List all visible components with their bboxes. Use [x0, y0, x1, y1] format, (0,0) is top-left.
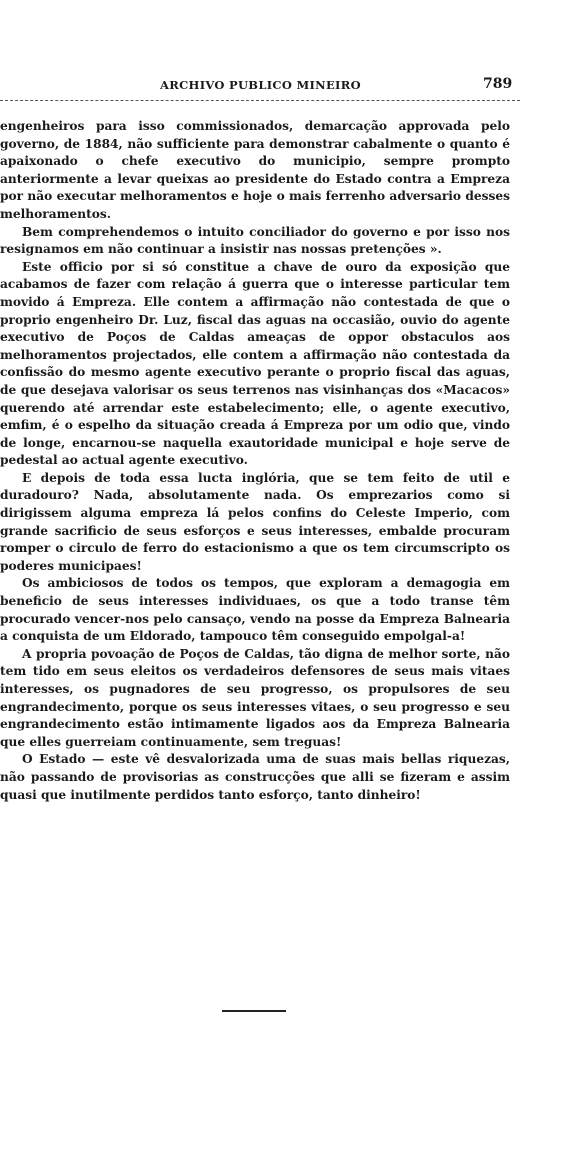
closing-rule [222, 1010, 286, 1012]
header-rule [0, 100, 520, 101]
paragraph: A propria povoação de Poços de Caldas, tão digna de melhor sorte, não tem tido em seus eleitos os verdadeiros defensores de seus mais vitaes interesses, os pugnadores de seu progresso, os propulsores de seu engrandecimento, porque os seus interesses vitaes, o seu progresso e seu engrandecimento estão intimamente ligados aos da Empreza Balnearia que elles guerreiam continuamente, sem treguas! [0, 646, 510, 749]
paragraph: engenheiros para isso commissionados, demarcação approvada pelo governo, de 1884, não sufficiente para demonstrar cabalmente o quanto é apaixonado o chefe executivo do municipio, sempre prompto anteriormente a levar queixas ao presidente do Estado contra a Empreza por não executar melhoramentos e hoje o mais ferrenho adversario desses melhoramentos. [0, 119, 510, 221]
paragraph: Este officio por si só constitue a chave de ouro da exposição que acabamos de fazer com relação á guerra que o interesse particular tem movido á Empreza. Elle contem a affirmação não contestada de que o proprio engenheiro Dr. Luz, fiscal das aguas na occasião, ouvio do agente executivo de Poços de Caldas ameaças de oppor obstaculos aos melhoramentos projectados, elle contem a affirmação não contestada da confissão do mesmo agente executivo perante o proprio fiscal das aguas, de que desejava valorisar os seus terrenos nas visinhanças dos «Macacos» querendo até arrendar este estabelecimento; elle, o agente executivo, emfim, é o espelho da situação creada á Empreza por um odio que, vindo de longe, encarnou-se naquella exautoridade municipal e hoje serve de pedestal ao actual agente executivo. [0, 259, 510, 468]
paragraph: Bem comprehendemos o intuito conciliador do governo e por isso nos resignamos em não continuar a insistir nas nossas pretenções ». [0, 224, 510, 257]
body-text [0, 118, 510, 804]
page-number: 789 [483, 76, 513, 92]
running-title: ARCHIVO PUBLICO MINEIRO [160, 78, 361, 92]
paragraph: E depois de toda essa lucta inglória, que se tem feito de util e duradouro? Nada, absolutamente nada. Os emprezarios como si dirigissem alguma empreza lá pelos confins do Celeste Imperio, com grande sacrificio de seus esforços e seus interesses, embalde procuram romper o circulo de ferro do estacionismo a que os tem circumscripto os poderes municipaes! [0, 470, 510, 573]
paragraph: Os ambiciosos de todos os tempos, que exploram a demagogia em beneficio de seus interesses individuaes, os que a todo transe têm procurado vencer-nos pelo cansaço, vendo na posse da Empreza Balnearia a conquista de um Eldorado, tampouco têm conseguido empolgal-a! [0, 576, 510, 644]
paragraph: O Estado — este vê desvalorizada uma de suas mais bellas riquezas, não passando de provisorias as construcções que alli se fizeram e assim quasi que inutilmente perdidos tanto esforço, tanto dinheiro! [0, 752, 510, 802]
page-header [0, 76, 583, 100]
